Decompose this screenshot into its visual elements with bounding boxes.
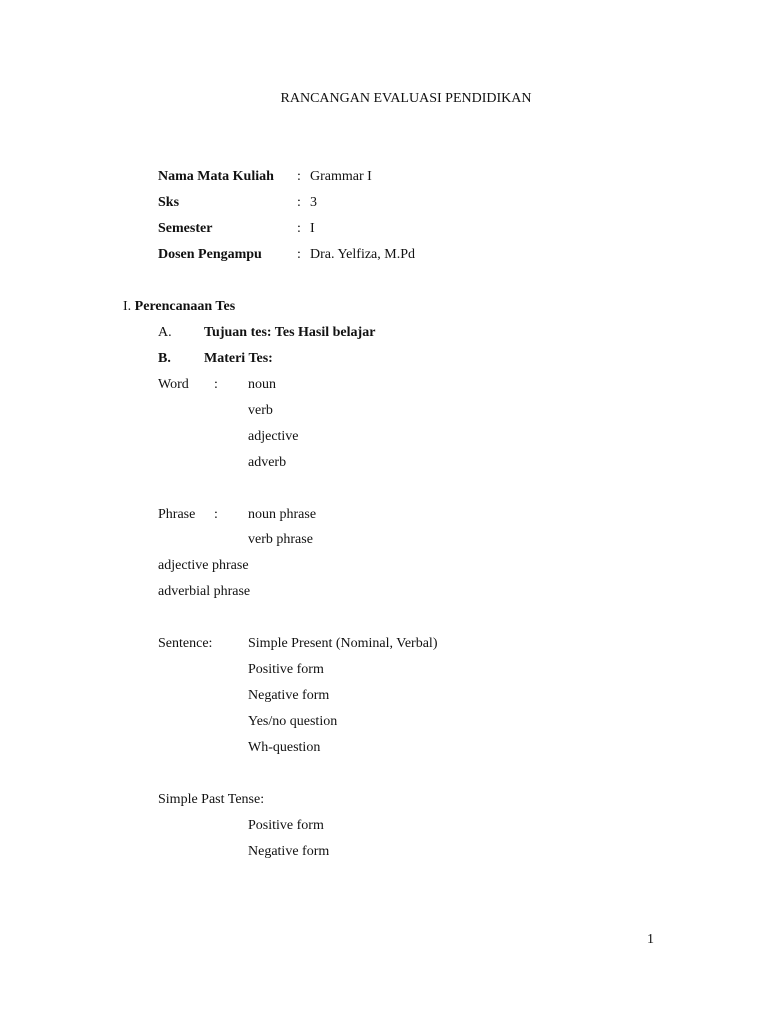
sentence-item-present: Simple Present (Nominal, Verbal) <box>248 636 438 651</box>
word-item-adverb: adverb <box>248 455 287 470</box>
word-item-noun: noun <box>248 377 276 392</box>
past-item-positive: Positive form <box>248 818 324 833</box>
page-number: 1 <box>647 932 654 947</box>
info-sep-semester: : <box>297 221 301 236</box>
sentence-item-wh: Wh-question <box>248 740 321 755</box>
section-title: Perencanaan Tes <box>134 299 236 314</box>
info-label-sks: Sks <box>158 195 180 210</box>
word-label: Word <box>158 377 189 392</box>
info-value-lecturer: Dra. Yelfiza, M.Pd <box>310 247 415 262</box>
item-a-marker: A. <box>158 325 172 340</box>
item-b-marker: B. <box>158 351 171 366</box>
sentence-item-yesno: Yes/no question <box>248 714 338 729</box>
word-item-adjective: adjective <box>248 429 299 444</box>
past-item-negative: Negative form <box>248 844 330 859</box>
section-number: I. <box>123 299 132 314</box>
info-label-lecturer: Dosen Pengampu <box>158 247 262 262</box>
document-title: RANCANGAN EVALUASI PENDIDIKAN <box>280 91 532 106</box>
phrase-item-verb: verb phrase <box>248 532 313 547</box>
word-sep: : <box>214 377 218 392</box>
word-item-verb: verb <box>248 403 273 418</box>
phrase-item-noun: noun phrase <box>248 507 317 522</box>
info-value-course: Grammar I <box>310 169 372 184</box>
info-label-course: Nama Mata Kuliah <box>158 169 274 184</box>
sentence-item-negative: Negative form <box>248 688 330 703</box>
item-a-text: Tujuan tes: Tes Hasil belajar <box>204 325 376 340</box>
item-b-text: Materi Tes: <box>204 351 273 366</box>
sentence-label: Sentence: <box>158 636 213 651</box>
info-label-semester: Semester <box>158 221 213 236</box>
section-heading <box>123 299 235 315</box>
info-sep-lecturer: : <box>297 247 301 262</box>
phrase-sep: : <box>214 507 218 522</box>
phrase-item-adverbial: adverbial phrase <box>158 584 251 599</box>
info-value-sks: 3 <box>310 195 317 210</box>
info-value-semester: I <box>310 221 315 236</box>
phrase-label: Phrase <box>158 507 196 522</box>
past-label: Simple Past Tense: <box>158 792 265 807</box>
info-sep-course: : <box>297 169 301 184</box>
info-sep-sks: : <box>297 195 301 210</box>
phrase-item-adjective: adjective phrase <box>158 558 249 573</box>
sentence-item-positive: Positive form <box>248 662 324 677</box>
